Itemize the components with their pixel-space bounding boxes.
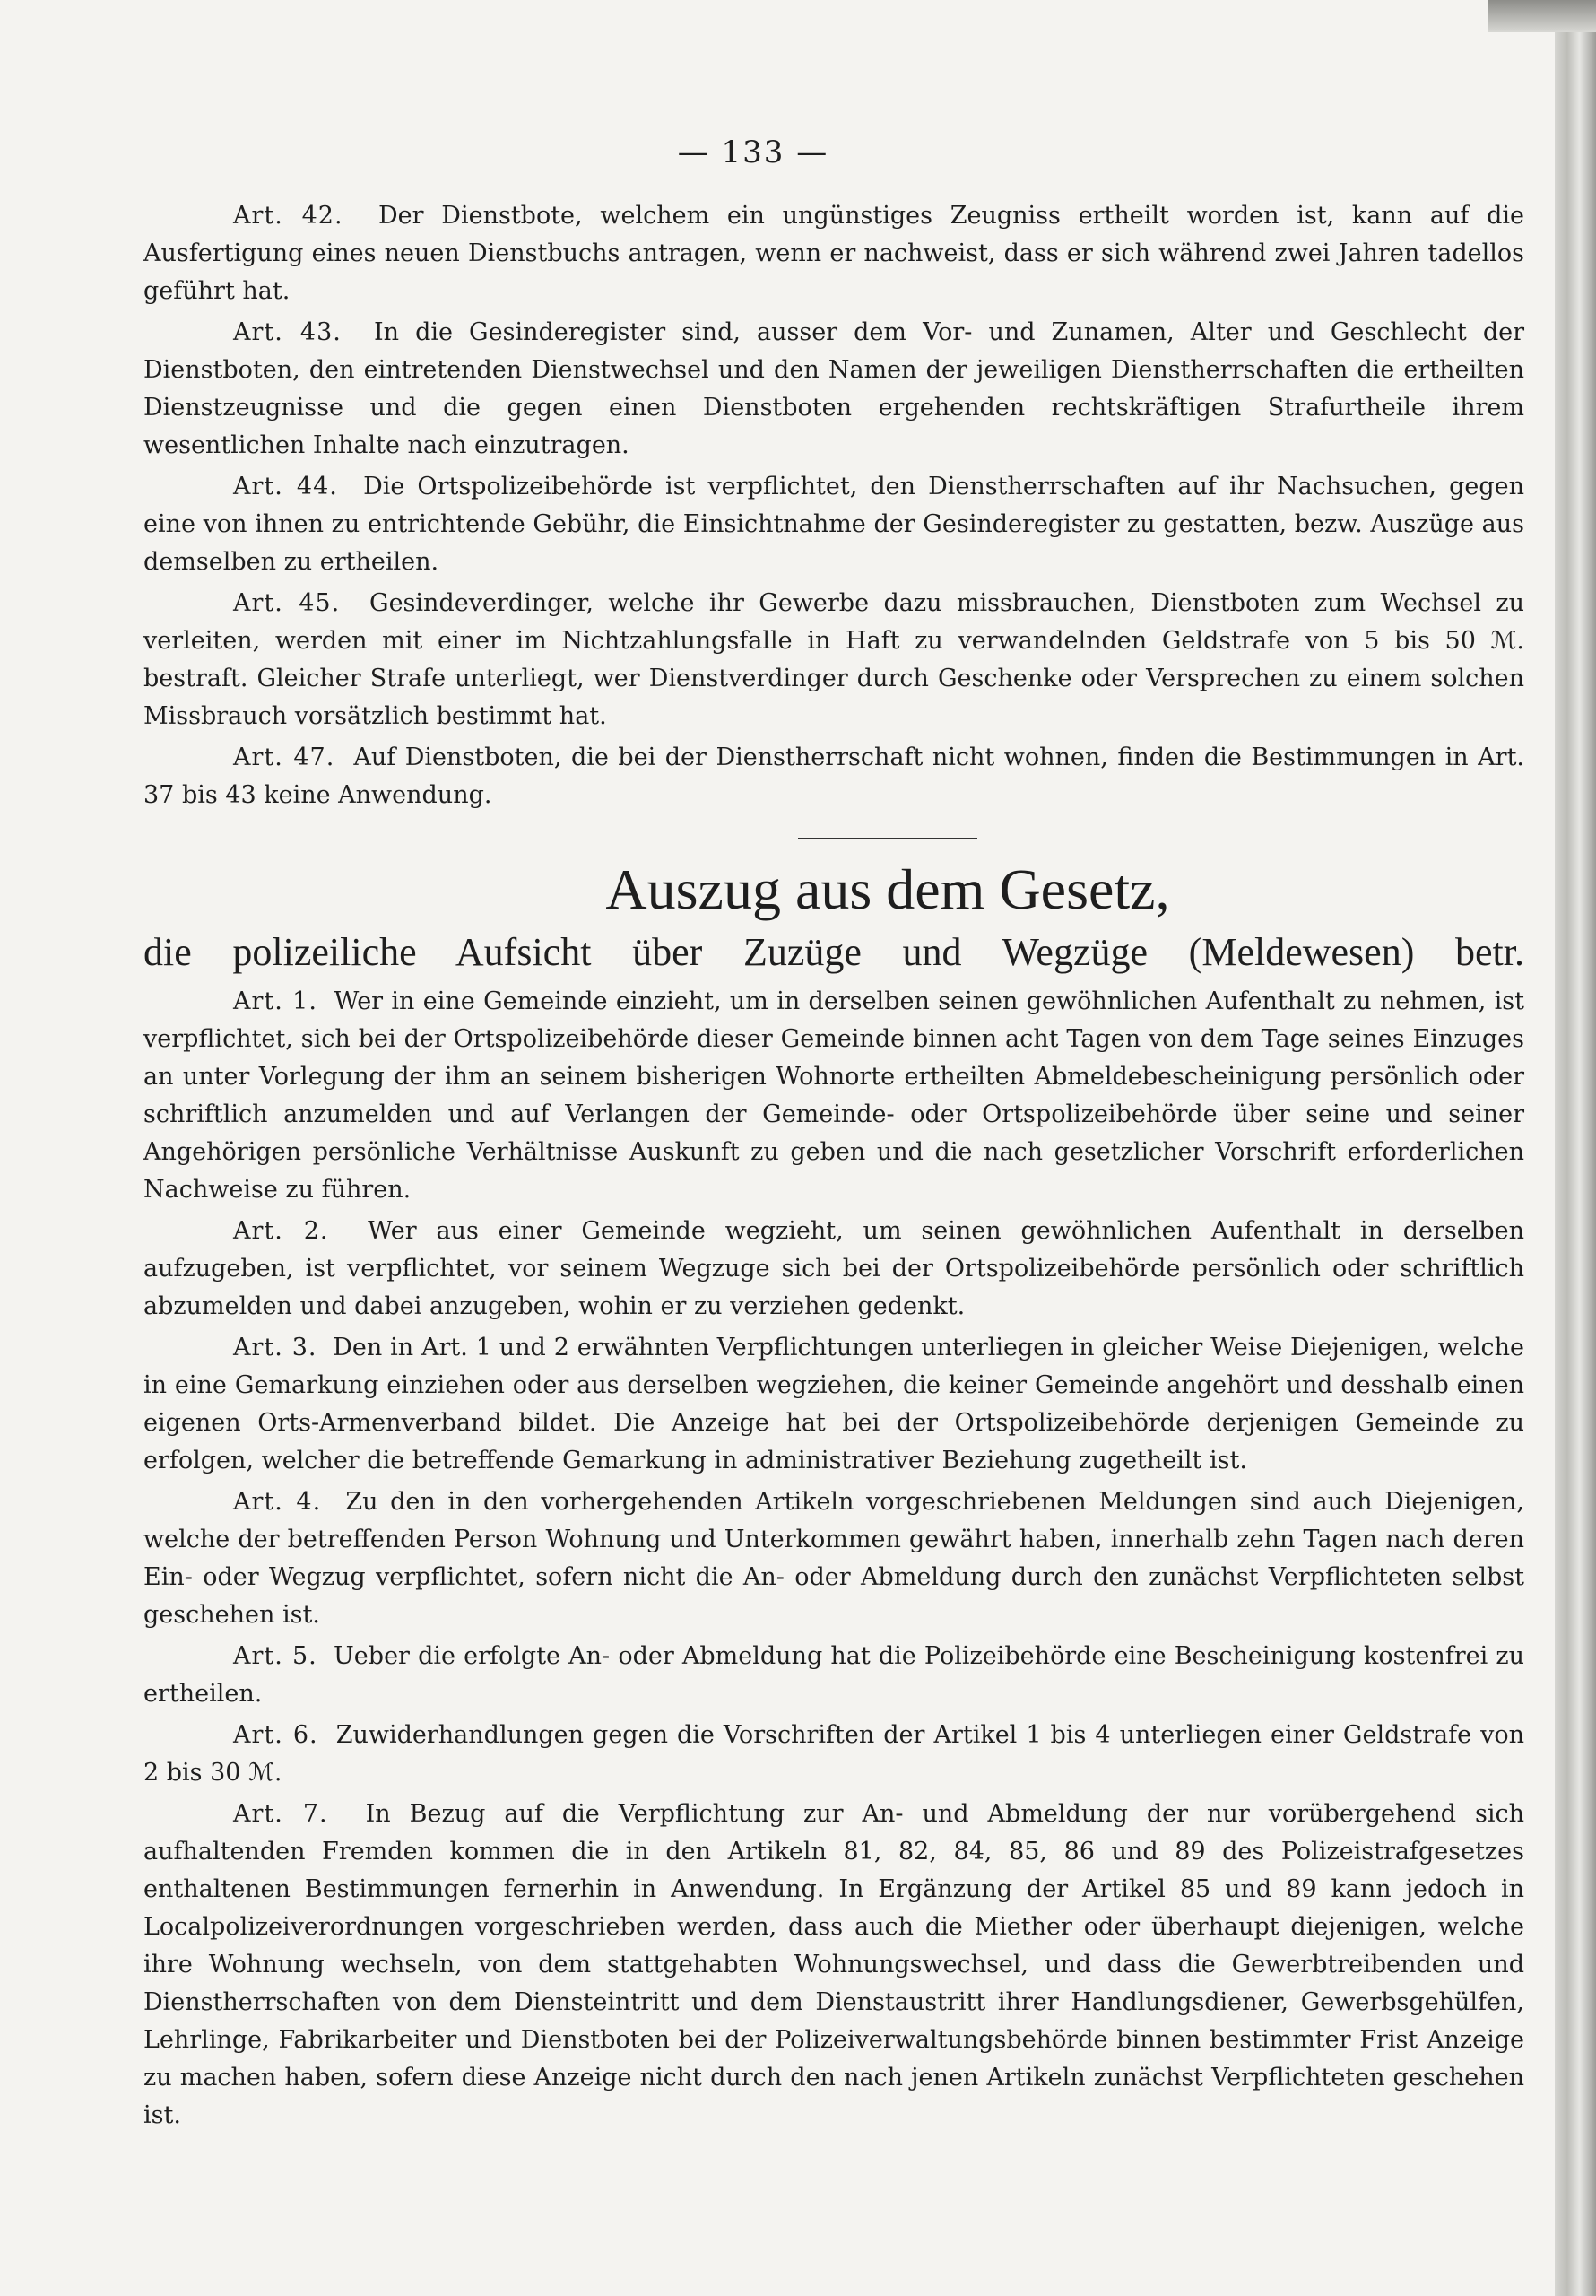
article-text: Zu den in den vorhergehenden Artikeln vorgeschriebenen Meldungen sind auch Diejenigen, welche der betreffenden Person Wohnung und Unterkommen gewährt haben, innerhalb zehn Tagen nach deren Ein- oder Wegzug verpflichtet, sofern nicht die An- oder Abmeldung durch den zunächst Verpflichteten selbst geschehen ist. bbox=[143, 1488, 1524, 1629]
article-text: Wer aus einer Gemeinde wegzieht, um seinen gewöhnlichen Aufenthalt in derselben aufzugeben, ist verpflichtet, vor seinem Wegzuge sich bei der Ortspolizeibehörde persönlich oder schriftlich abzumelden und dabei anzugeben, wohin er zu verziehen gedenkt. bbox=[143, 1217, 1524, 1320]
article-text: Gesindeverdinger, welche ihr Gewerbe dazu missbrauchen, Dienstboten zum Wechsel zu verleiten, werden mit einer im Nichtzahlungsfalle in Haft zu verwandelnden Geldstrafe von 5 bis 50 ℳ. bestraft. Gleicher Strafe unterliegt, wer Dienstverdinger durch Geschenke oder Versprechen zu einem solchen Missbrauch vorsätzlich bestimmt hat. bbox=[143, 589, 1525, 730]
article-paragraph bbox=[143, 739, 1524, 814]
servant-law-section bbox=[143, 197, 1524, 814]
section-divider bbox=[798, 838, 977, 839]
article-text: In die Gesinderegister sind, ausser dem Vor- und Zunamen, Alter und Geschlecht der Dienstboten, den eintretenden Dienstwechsel und den Namen der jeweiligen Dienstherrschaften die ertheilten Dienstzeugnisse und die gegen einen Dienstboten ergehenden rechtskräftigen Strafurtheile ihrem wesentlichen Inhalte nach einzutragen. bbox=[143, 318, 1524, 459]
article-paragraph bbox=[143, 1717, 1524, 1792]
article-label: Art. 45. bbox=[233, 589, 341, 617]
article-paragraph bbox=[143, 1796, 1524, 2135]
article-paragraph bbox=[143, 585, 1524, 735]
section-heading: Auszug aus dem Gesetz, bbox=[605, 857, 1170, 921]
article-label: Art. 42. bbox=[233, 202, 343, 230]
article-label: Art. 44. bbox=[233, 473, 338, 500]
registration-law-section bbox=[143, 983, 1524, 2135]
article-label: Art. 7. bbox=[233, 1800, 328, 1828]
article-label: Art. 43. bbox=[233, 318, 342, 346]
article-paragraph bbox=[143, 468, 1524, 581]
article-text: Die Ortspolizeibehörde ist verpflichtet, den Dienstherrschaften auf ihr Nachsuchen, gegen eine von ihnen zu entrichtende Gebühr, die Einsichtnahme der Gesinderegister zu gestatten, bezw. Auszüge aus demselben zu ertheilen. bbox=[143, 473, 1524, 576]
article-paragraph bbox=[143, 1329, 1524, 1480]
article-label: Art. 2. bbox=[233, 1217, 329, 1245]
article-paragraph bbox=[143, 1213, 1524, 1326]
page-number: — 133 — bbox=[677, 135, 829, 170]
article-text: In Bezug auf die Verpflichtung zur An- und Abmeldung der nur vorübergehend sich aufhaltenden Fremden kommen die in den Artikeln 81, 82, 84, 85, 86 und 89 des Polizeistrafgesetzes enthaltenen Bestimmungen fernerhin in Anwendung. In Ergänzung der Artikel 85 und 89 kann jedoch in Localpolizeiverordnungen vorgeschrieben werden, dass auch die Miether oder überhaupt diejenigen, welche ihre Wohnung wechseln, von dem stattgehabten Wohnungswechsel, und dass die Gewerbtreibenden und Dienstherrschaften von dem Diensteintritt und dem Dienstaustritt ihrer Handlungsdiener, Gewerbsgehülfen, Lehrlinge, Fabrikarbeiter und Dienstboten bei der Polizeiverwaltungsbehörde binnen bestimmter Frist Anzeige zu machen haben, sofern diese Anzeige nicht durch den nach jenen Artikeln zunächst Verpflichteten geschehen ist. bbox=[143, 1800, 1524, 2129]
article-text: Ueber die erfolgte An- oder Abmeldung hat die Polizeibehörde eine Bescheinigung kostenfrei zu ertheilen. bbox=[143, 1642, 1524, 1708]
article-text: Wer in eine Gemeinde einzieht, um in derselben seinen gewöhnlichen Aufenthalt zu nehmen, ist verpflichtet, sich bei der Ortspolizeibehörde dieser Gemeinde binnen acht Tagen von dem Tage seines Einzuges an unter Vorlegung der ihm an seinem bisherigen Wohnorte ertheilten Abmeldebescheinigung persönlich oder schriftlich anzumelden und auf Verlangen der Gemeinde- oder Ortspolizeibehörde über seine und seiner Angehörigen persönliche Verhältnisse Auskunft zu geben und die nach gesetzlicher Vorschrift erforderlichen Nachweise zu führen. bbox=[143, 987, 1525, 1204]
page-edge-top bbox=[1488, 0, 1596, 32]
page-edge bbox=[1555, 0, 1596, 2296]
article-label: Art. 5. bbox=[233, 1642, 317, 1670]
article-label: Art. 47. bbox=[233, 744, 335, 771]
article-paragraph bbox=[143, 197, 1524, 310]
article-text: Auf Dienstboten, die bei der Dienstherrschaft nicht wohnen, finden die Bestimmungen in Art. 37 bis 43 keine Anwendung. bbox=[143, 744, 1525, 809]
article-text: Den in Art. 1 und 2 erwähnten Verpflichtungen unterliegen in gleicher Weise Diejenigen, welche in eine Gemarkung einziehen oder aus derselben wegziehen, die keiner Gemeinde angehört und desshalb einen eigenen Orts-Armenverband bildet. Die Anzeige hat bei der Ortspolizeibehörde derjenigen Gemeinde zu erfolgen, welcher die betreffende Gemarkung in administrativer Beziehung zugetheilt ist. bbox=[143, 1334, 1525, 1474]
article-label: Art. 3. bbox=[233, 1334, 317, 1361]
article-text: Der Dienstbote, welchem ein ungünstiges Zeugniss ertheilt worden ist, kann auf die Ausfertigung eines neuen Dienstbuchs antragen, wenn er nachweist, dass er sich während zwei Jahren tadellos geführt hat. bbox=[143, 202, 1525, 305]
article-paragraph bbox=[143, 983, 1524, 1209]
article-label: Art. 1. bbox=[233, 987, 317, 1015]
section-subheading: die polizeiliche Aufsicht über Zuzüge und Wegzüge (Meldewesen) betr. bbox=[143, 930, 1524, 974]
article-paragraph bbox=[143, 314, 1524, 465]
article-label: Art. 6. bbox=[233, 1721, 318, 1749]
article-text: Zuwiderhandlungen gegen die Vorschriften der Artikel 1 bis 4 unterliegen einer Geldstrafe von 2 bis 30 ℳ. bbox=[143, 1721, 1525, 1787]
article-paragraph bbox=[143, 1638, 1524, 1713]
page-content bbox=[143, 135, 1524, 2138]
article-label: Art. 4. bbox=[233, 1488, 322, 1516]
article-paragraph bbox=[143, 1483, 1524, 1634]
